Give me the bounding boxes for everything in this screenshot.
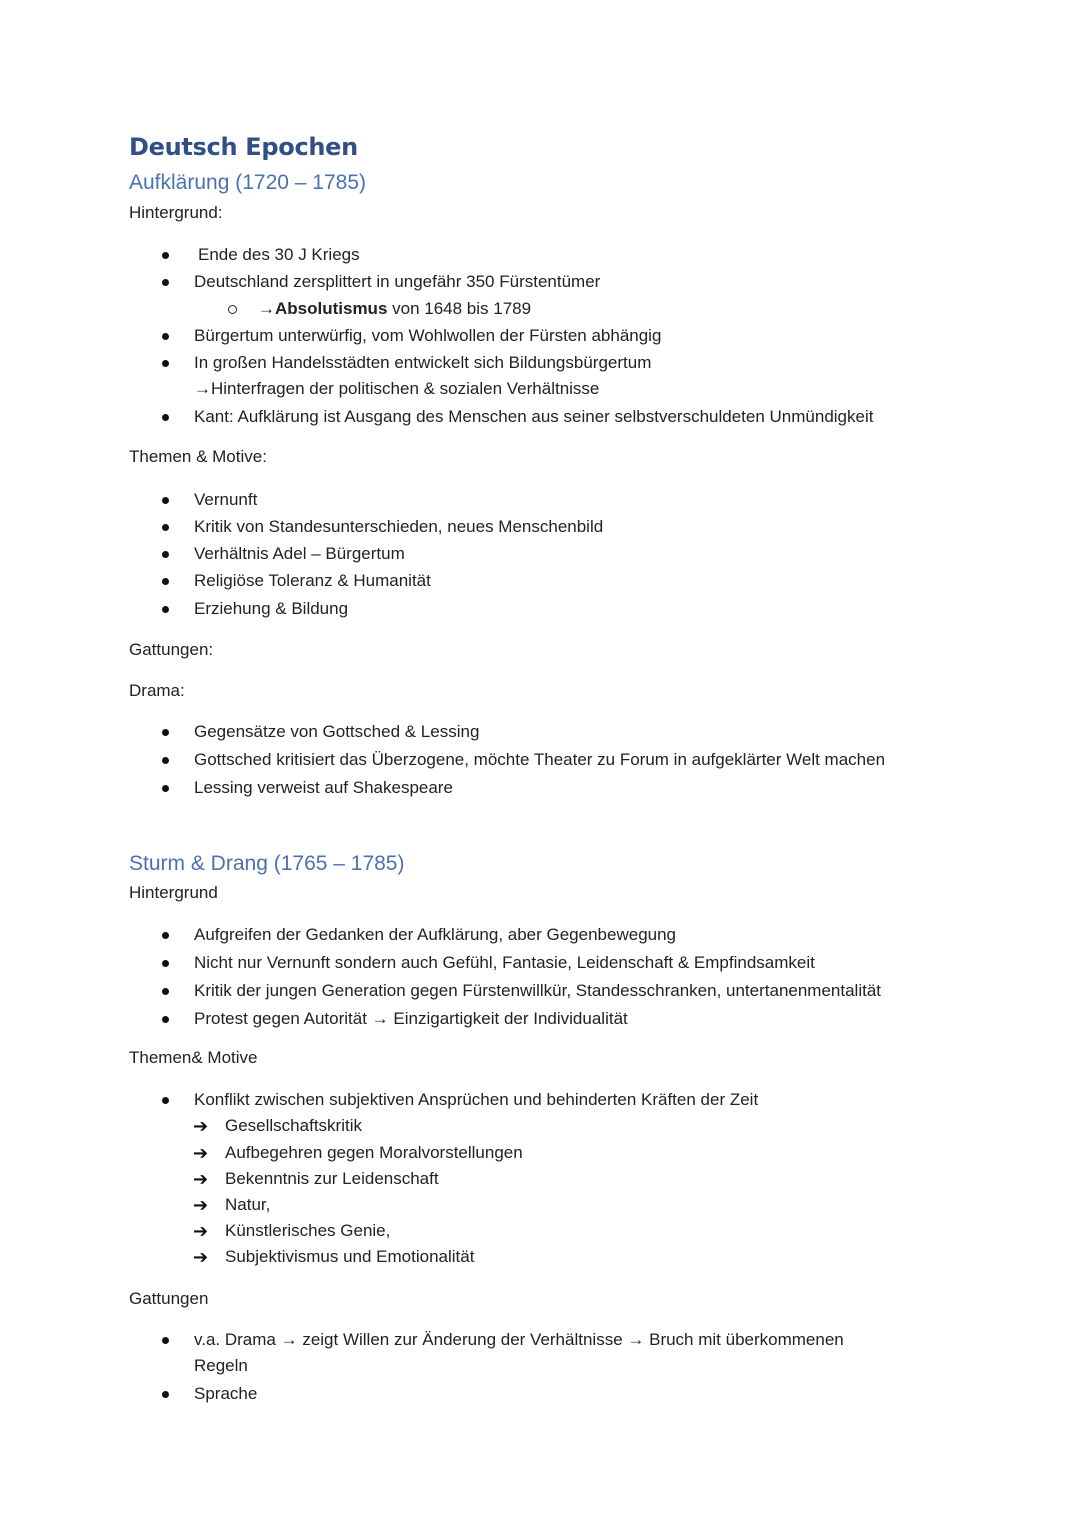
themes-label: Themen& Motive <box>129 1048 258 1067</box>
circle-bullet-icon <box>228 305 237 314</box>
bullet-icon <box>162 960 169 967</box>
bullet-icon <box>162 1337 169 1344</box>
bullet-icon <box>162 729 169 736</box>
bullet-icon <box>162 988 169 995</box>
arrow-right-icon: ➔ <box>193 1247 209 1267</box>
bullet-icon <box>162 333 169 340</box>
list-item: Bürgertum unterwürfig, vom Wohlwollen der Fürsten abhängig <box>194 326 662 345</box>
list-item: Lessing verweist auf Shakespeare <box>194 778 453 797</box>
list-item: Nicht nur Vernunft sondern auch Gefühl, Fantasie, Leidenschaft & Empfindsamkeit <box>194 953 815 972</box>
arrow-list-item: Gesellschaftskritik <box>225 1116 362 1135</box>
list-item: Gegensätze von Gottsched & Lessing <box>194 722 480 741</box>
arrow-list-item: Subjektivismus und Emotionalität <box>225 1247 475 1266</box>
list-item: Konflikt zwischen subjektiven Ansprüchen und behinderten Kräften der Zeit <box>194 1090 759 1109</box>
list-item: Deutschland zersplittert in ungefähr 350 Fürstentümer <box>194 272 601 291</box>
arrow-right-icon: ➔ <box>193 1116 209 1136</box>
list-item-continuation: Regeln <box>194 1356 248 1375</box>
arrow-list-item: Bekenntnis zur Leidenschaft <box>225 1169 439 1188</box>
bullet-icon <box>162 1391 169 1398</box>
bullet-icon <box>162 785 169 792</box>
bullet-icon <box>162 497 169 504</box>
arrow-right-icon: ➔ <box>193 1195 209 1215</box>
drama-label: Drama: <box>129 681 185 700</box>
list-item: Protest gegen Autorität → Einzigartigkeit der Individualität <box>194 1009 628 1028</box>
bullet-icon <box>162 1097 169 1104</box>
section-heading-sturm-und-drang: Sturm & Drang (1765 – 1785) <box>129 852 405 875</box>
genres-label: Gattungen: <box>129 640 214 659</box>
arrow-list-item: Künstlerisches Genie, <box>225 1221 391 1240</box>
bullet-icon <box>162 1016 169 1023</box>
sub-item-rest: von 1648 bis 1789 <box>387 299 532 318</box>
page-title: Deutsch Epochen <box>129 133 358 161</box>
list-item: Gottsched kritisiert das Überzogene, möchte Theater zu Forum in aufgeklärter Welt machen <box>194 750 886 769</box>
list-item: Aufgreifen der Gedanken der Aufklärung, aber Gegenbewegung <box>194 925 677 944</box>
list-item: In großen Handelsstädten entwickelt sich Bildungsbürgertum <box>194 353 652 372</box>
list-item: Vernunft <box>194 490 258 509</box>
list-item-continuation: →Hinterfragen der politischen & sozialen Verhältnisse <box>194 379 600 398</box>
arrow-right-icon: ➔ <box>193 1169 209 1189</box>
arrow-icon: → <box>258 299 275 318</box>
list-item: Sprache <box>194 1384 258 1403</box>
bullet-icon <box>162 578 169 585</box>
list-item: Kritik von Standesunterschieden, neues Menschenbild <box>194 517 604 536</box>
bullet-icon <box>162 414 169 421</box>
background-label: Hintergrund <box>129 883 218 902</box>
list-item: v.a. Drama → zeigt Willen zur Änderung der Verhältnisse → Bruch mit überkommenen <box>194 1330 844 1349</box>
bullet-icon <box>162 524 169 531</box>
background-label: Hintergrund: <box>129 203 223 222</box>
bullet-icon <box>162 932 169 939</box>
themes-label: Themen & Motive: <box>129 447 267 466</box>
arrow-list-item: Natur, <box>225 1195 271 1214</box>
arrow-right-icon: ➔ <box>193 1221 209 1241</box>
list-item: Ende des 30 J Kriegs <box>198 245 360 264</box>
bullet-icon <box>162 279 169 286</box>
arrow-right-icon: ➔ <box>193 1143 209 1163</box>
list-item: Kant: Aufklärung ist Ausgang des Menschen aus seiner selbstverschuldeten Unmündigkeit <box>194 407 874 426</box>
list-item: Verhältnis Adel – Bürgertum <box>194 544 405 563</box>
bullet-icon <box>162 606 169 613</box>
bullet-icon <box>162 551 169 558</box>
section-heading-aufklaerung: Aufklärung (1720 – 1785) <box>129 171 366 194</box>
list-item: Religiöse Toleranz & Humanität <box>194 571 431 590</box>
sub-list-item <box>258 299 531 319</box>
arrow-list-item: Aufbegehren gegen Moralvorstellungen <box>225 1143 523 1162</box>
bullet-icon <box>162 757 169 764</box>
bold-term: Absolutismus <box>275 299 388 318</box>
list-item: Erziehung & Bildung <box>194 599 349 618</box>
list-item: Kritik der jungen Generation gegen Fürstenwillkür, Standesschranken, untertanenmentalität <box>194 981 882 1000</box>
bullet-icon <box>162 252 169 259</box>
bullet-icon <box>162 360 169 367</box>
genres-label: Gattungen <box>129 1289 209 1308</box>
